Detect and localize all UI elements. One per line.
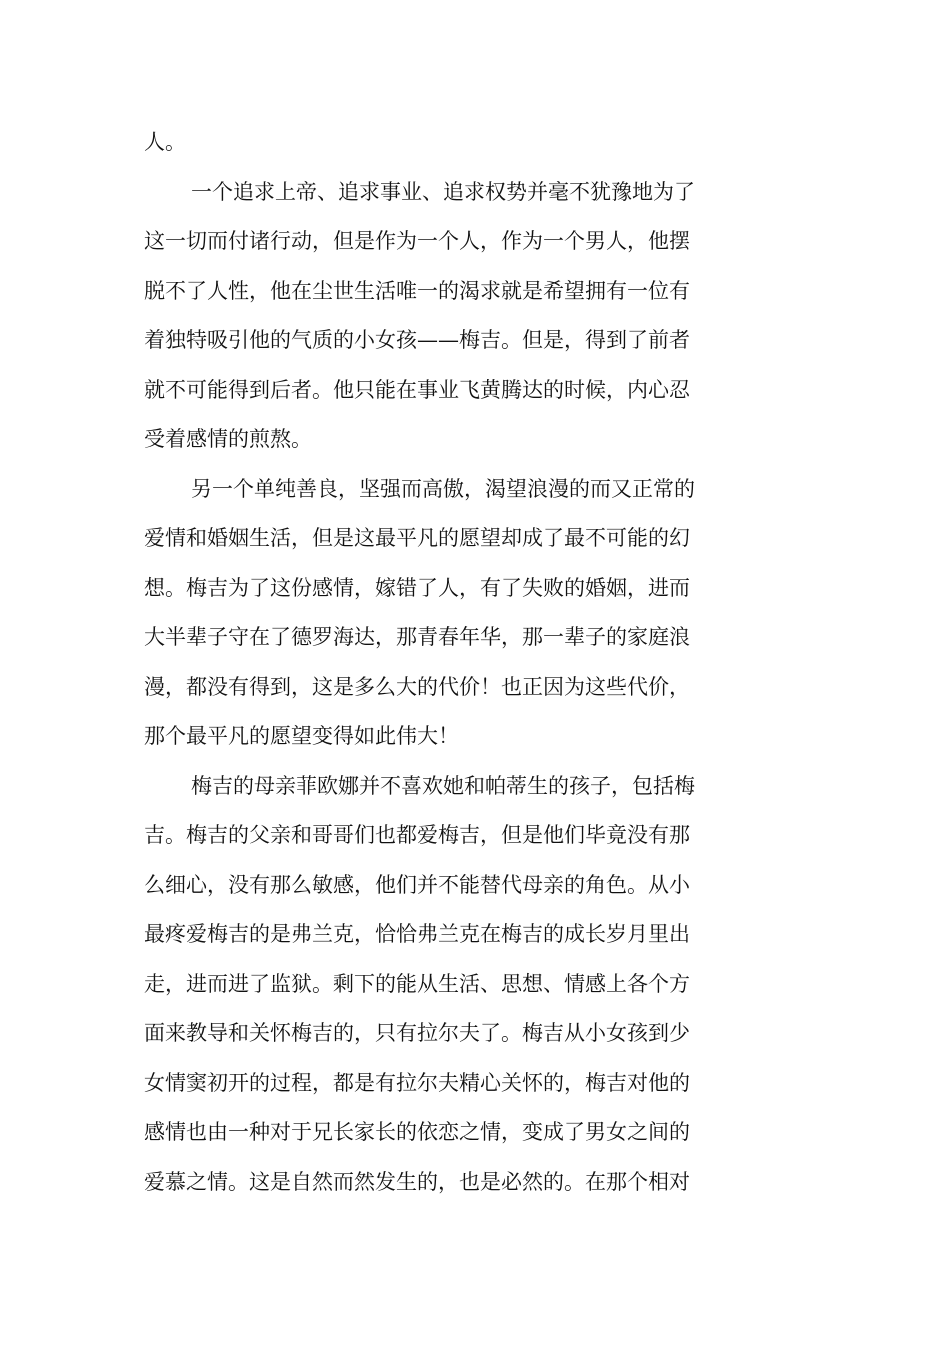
text-line: 面来教导和关怀梅吉的，只有拉尔夫了。梅吉从小女孩到少 (144, 1021, 690, 1045)
paragraph-start-line: 梅吉的母亲菲欧娜并不喜欢她和帕蒂生的孩子，包括梅 (191, 773, 695, 798)
text-line: 走，进而进了监狱。剩下的能从生活、思想、情感上各个方 (144, 971, 690, 996)
text-line: 那个最平凡的愿望变得如此伟大！ (144, 724, 459, 748)
text-line: 女情窦初开的过程，都是有拉尔夫精心关怀的，梅吉对他的 (144, 1070, 690, 1095)
text-line: 爱情和婚姻生活，但是这最平凡的愿望却成了最不可能的幻 (144, 526, 690, 550)
text-line: 吉。梅吉的父亲和哥哥们也都爱梅吉，但是他们毕竟没有那 (144, 823, 690, 847)
text-line: 大半辈子守在了德罗海达，那青春年华，那一辈子的家庭浪 (144, 625, 690, 649)
text-line: 想。梅吉为了这份感情，嫁错了人，有了失败的婚姻，进而 (144, 575, 690, 600)
text-line: 这一切而付诸行动，但是作为一个人，作为一个男人，他摆 (144, 229, 690, 253)
text-line: 受着感情的煎熬。 (144, 427, 312, 451)
body-text (144, 118, 748, 1207)
text-line: 脱不了人性，他在尘世生活唯一的渴求就是希望拥有一位有 (144, 278, 690, 303)
text-line: 最疼爱梅吉的是弗兰克，恰恰弗兰克在梅吉的成长岁月里出 (144, 922, 690, 946)
text-line: 感情也由一种对于兄长家长的依恋之情，变成了男女之间的 (144, 1120, 690, 1144)
paragraph-start-line: 另一个单纯善良，坚强而高傲，渴望浪漫的而又正常的 (191, 476, 695, 501)
text-line: 爱慕之情。这是自然而然发生的，也是必然的。在那个相对 (144, 1169, 690, 1194)
text-line: 就不可能得到后者。他只能在事业飞黄腾达的时候，内心忍 (144, 377, 690, 402)
text-line: 么细心，没有那么敏感，他们并不能替代母亲的角色。从小 (144, 872, 690, 897)
text-line: 着独特吸引他的气质的小女孩——梅吉。但是，得到了前者 (144, 328, 690, 352)
text-line: 人。 (144, 130, 186, 154)
paragraph-start-line: 一个追求上帝、追求事业、追求权势并毫不犹豫地为了 (191, 179, 695, 204)
text-line: 漫，都没有得到，这是多么大的代价！也正因为这些代价， (144, 674, 690, 699)
